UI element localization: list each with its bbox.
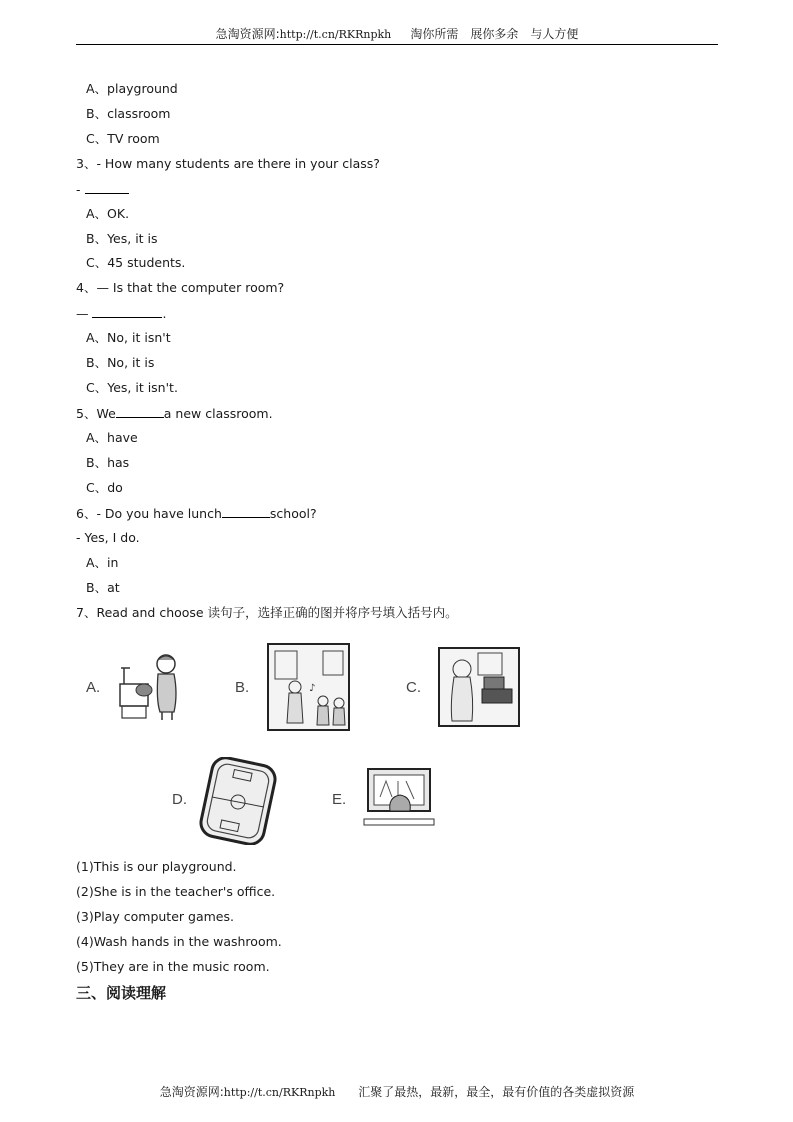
svg-text:♪: ♪ — [309, 683, 316, 694]
q3-answer-prefix: - — [76, 182, 81, 197]
header-slogan: 淘你所需 展你多余 与人方便 — [410, 27, 579, 41]
q7-instruction: 7、Read and choose 读句子，选择正确的图并将序号填入括号内。 — [76, 605, 458, 620]
q6-option-b: B、at — [86, 580, 120, 595]
q7-sentence-2: (2)She is in the teacher's office. — [76, 884, 276, 899]
section-3-title: 三、阅读理解 — [76, 984, 167, 1002]
q4-answer-blank — [92, 305, 162, 318]
q3-option-a: A、OK. — [86, 206, 130, 221]
q6-reply: - Yes, I do. — [76, 530, 140, 545]
q4-option-b: B、No, it is — [86, 355, 155, 370]
q4-answer-suffix: . — [162, 306, 167, 321]
q3-option-c: C、45 students. — [86, 255, 186, 270]
q7-sentence-4: (4)Wash hands in the washroom. — [76, 934, 282, 949]
picture-d-playground — [198, 757, 278, 845]
q5-after: a new classroom. — [163, 406, 273, 421]
q3-question: 3、- How many students are there in your class? — [76, 156, 380, 171]
q4-answer-prefix: — — [76, 306, 89, 321]
q2-option-b: B、classroom — [86, 106, 171, 121]
q6-question — [76, 505, 317, 522]
q3-option-b: B、Yes, it is — [86, 231, 158, 246]
q7-sentence-3: (3)Play computer games. — [76, 909, 234, 924]
page-footer — [76, 1083, 718, 1100]
q6-before: 6、- Do you have lunch — [76, 506, 222, 521]
q5-option-b: B、has — [86, 455, 130, 470]
q7-sentence-1: (1)This is our playground. — [76, 859, 237, 874]
q7-sentence-5: (5)They are in the music room. — [76, 959, 270, 974]
q5-before: 5、We — [76, 406, 116, 421]
q5-blank — [116, 405, 164, 418]
q2-option-a: A、playground — [86, 81, 178, 96]
picture-a-washing-hands — [116, 650, 192, 722]
q6-option-a: A、in — [86, 555, 119, 570]
q6-blank — [222, 505, 270, 518]
q4-answer-line — [76, 305, 166, 322]
picture-label-c: C. — [406, 679, 421, 696]
q3-answer-line — [76, 181, 129, 198]
picture-label-d: D. — [172, 791, 187, 808]
footer-site: 急淘资源网: — [159, 1085, 224, 1099]
q4-option-c: C、Yes, it isn't. — [86, 380, 178, 395]
q3-answer-blank — [85, 181, 129, 194]
footer-url[interactable]: http://t.cn/RKRnpkh — [223, 1086, 336, 1099]
footer-slogan: 汇聚了最热，最新，最全，最有价值的各类虚拟资源 — [358, 1085, 635, 1099]
q2-option-c: C、TV room — [86, 131, 160, 146]
page-header — [76, 24, 718, 45]
picture-label-e: E. — [332, 791, 347, 808]
picture-b-music-room — [267, 643, 350, 731]
q5-option-c: C、do — [86, 480, 123, 495]
q4-option-a: A、No, it isn't — [86, 330, 171, 345]
q5-question — [76, 405, 273, 422]
q5-option-a: A、have — [86, 430, 138, 445]
header-site: 急淘资源网: — [215, 27, 280, 41]
picture-label-b: B. — [235, 679, 250, 696]
picture-e-computer-games — [362, 767, 436, 831]
picture-c-teachers-office — [438, 647, 520, 727]
picture-label-a: A. — [86, 679, 101, 696]
q6-after: school? — [269, 506, 317, 521]
q4-question: 4、— Is that the computer room? — [76, 280, 285, 295]
header-url[interactable]: http://t.cn/RKRnpkh — [279, 28, 392, 41]
